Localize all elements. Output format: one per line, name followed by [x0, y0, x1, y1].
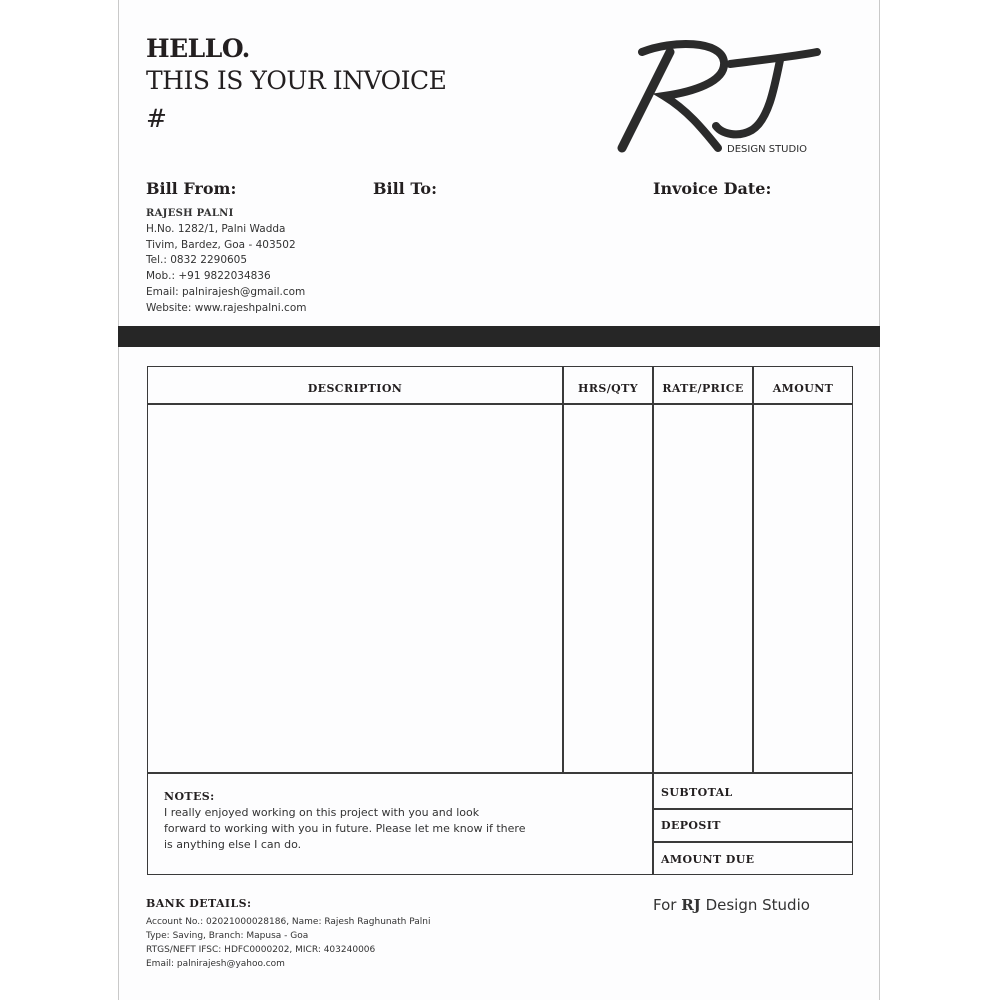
notes-title: NOTES: [164, 790, 215, 803]
divider-bar [118, 326, 880, 347]
notes-text [164, 805, 584, 853]
sender-email: Email: palnirajesh@gmail.com [146, 285, 306, 298]
table-body-rule [147, 772, 853, 774]
invoice-date-label: Invoice Date: [653, 179, 772, 198]
column-divider-1 [562, 366, 564, 773]
bank-details [146, 915, 430, 971]
invoice-number-symbol: # [146, 104, 167, 133]
bank-details-title: BANK DETAILS: [146, 897, 252, 910]
column-header-amount: AMOUNT [772, 382, 834, 395]
greeting-heading: HELLO. [146, 34, 250, 63]
sender-address-1: H.No. 1282/1, Palni Wadda [146, 222, 286, 235]
signature-brand: RJ [681, 896, 701, 914]
column-header-description: DESCRIPTION [307, 382, 403, 395]
bill-to-label: Bill To: [373, 179, 437, 198]
logo-tagline: DESIGN STUDIO [727, 144, 808, 155]
line-items-table [147, 366, 853, 875]
bank-type: Type: Saving, Branch: Mapusa - Goa [146, 931, 309, 941]
sender-website: Website: www.rajeshpalni.com [146, 301, 307, 314]
column-header-qty: HRS/QTY [578, 382, 638, 395]
column-header-rate: RATE/PRICE [662, 382, 744, 395]
bank-ifsc: RTGS/NEFT IFSC: HDFC0000202, MICR: 403240006 [146, 945, 376, 955]
bill-from-label: Bill From: [146, 179, 237, 198]
column-divider-3 [752, 366, 754, 773]
totals-rule-1 [653, 808, 853, 810]
signature-suffix: Design Studio [705, 896, 810, 914]
amount-due-label: AMOUNT DUE [661, 853, 755, 866]
sender-mob: Mob.: +91 9822034836 [146, 270, 271, 283]
invoice-title: THIS IS YOUR INVOICE [146, 66, 447, 95]
notes-line: I really enjoyed working on this project with you and look [164, 806, 480, 819]
totals-rule-2 [653, 841, 853, 843]
table-header-rule [147, 403, 853, 405]
notes-line: is anything else I can do. [164, 838, 302, 851]
bank-account: Account No.: 02021000028186, Name: Rajesh Raghunath Palni [146, 917, 431, 927]
deposit-label: DEPOSIT [661, 819, 721, 832]
bank-email: Email: palnirajesh@yahoo.com [146, 959, 285, 969]
rj-logo [612, 30, 832, 160]
subtotal-label: SUBTOTAL [661, 786, 733, 799]
column-divider-2 [652, 366, 654, 875]
notes-line: forward to working with you in future. Please let me know if there [164, 822, 526, 835]
signature-line [653, 896, 810, 914]
sender-tel: Tel.: 0832 2290605 [146, 254, 248, 267]
sender-address-2: Tivim, Bardez, Goa - 403502 [146, 238, 296, 251]
sender-name: RAJESH PALNI [146, 208, 234, 219]
sender-details [146, 206, 306, 317]
signature-prefix: For [653, 896, 677, 914]
